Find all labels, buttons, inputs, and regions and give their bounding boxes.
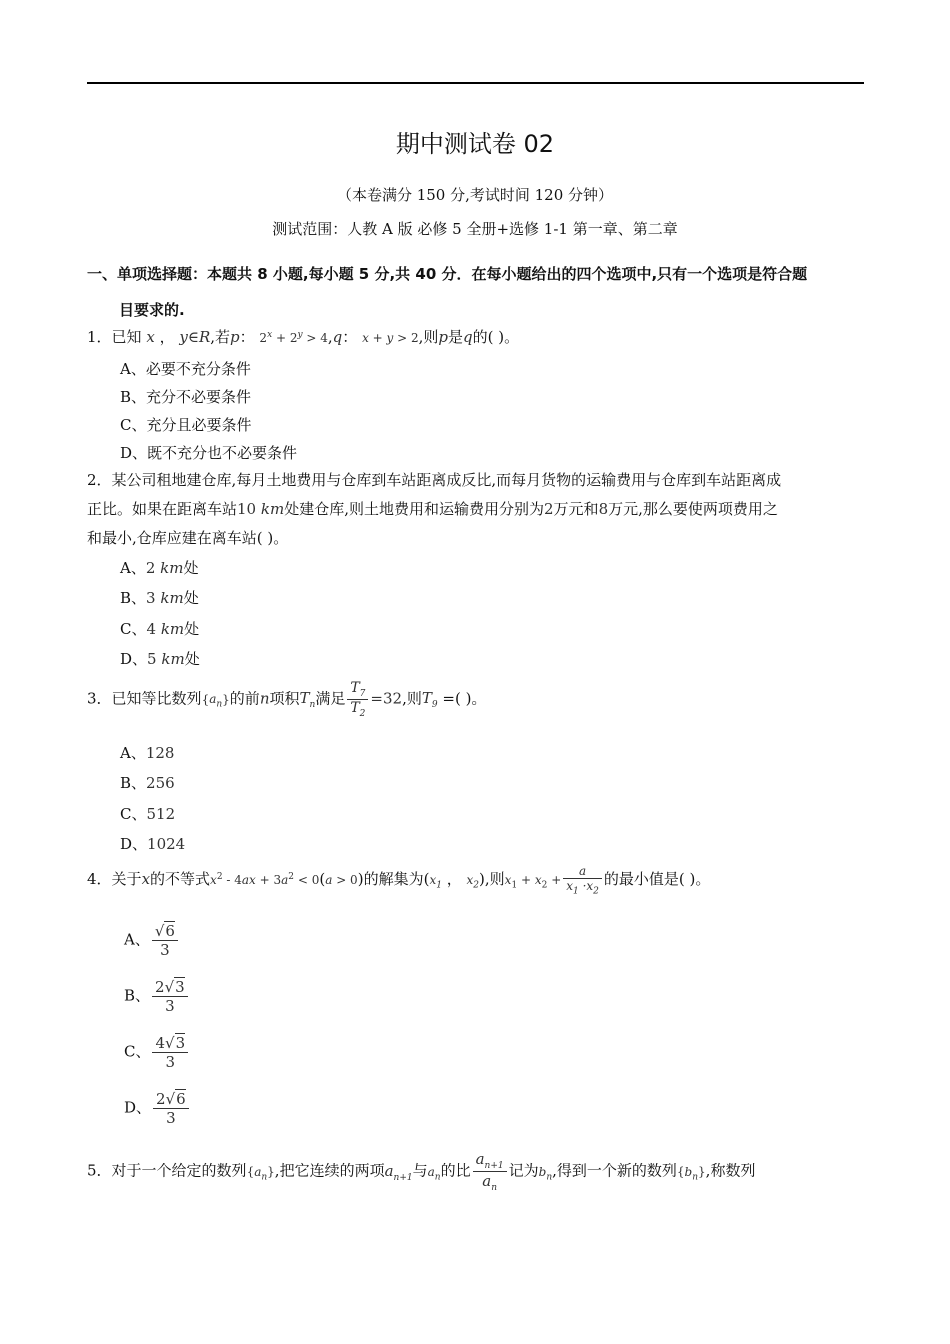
q1-option-d[interactable]: D、既不充分也不必要条件 [120, 444, 298, 462]
q3-option-d[interactable]: D、1024 [120, 835, 186, 853]
q2-option-b[interactable]: B、3 km处 [120, 589, 199, 607]
q1-option-a[interactable]: A、必要不充分条件 [120, 360, 251, 378]
q3-number: 3． [87, 689, 112, 708]
question-3: 3．已知等比数列$\{a_n\}$的前n项积$T_n$满足 $\frac{T_7}{T_2}$ =32,则$T_9$ =( )。 [87, 680, 487, 719]
q2-number: 2． [87, 471, 112, 489]
q5-number: 5． [87, 1161, 112, 1180]
section-heading [87, 256, 867, 328]
q1-option-c[interactable]: C、充分且必要条件 [120, 416, 252, 434]
question-4: 4．关于x的不等式$x^2 - 4ax + 3a^2 < 0(a > 0)$的解集为($x_1$ ， $x_2$),则$x_1 + x_2$ + $\frac{a}{x_1 \cdot x_2}$ 的最小值是( )。 [87, 864, 711, 897]
section-line-1: 一、单项选择题：本题共 8 小题,每小题 5 分,共 40 分．在每小题给出的四个选项中,只有一个选项是符合题 [87, 265, 808, 283]
exam-info: （本卷满分 150 分,考试时间 120 分钟） [336, 186, 614, 204]
q4-number: 4． [87, 870, 112, 889]
q3-option-c[interactable]: C、512 [120, 805, 176, 823]
question-1: 1．已知 x ， y∈R,若p： $2^x + 2^y > 4,q$： x + y > 2,则p是q的( )。 [87, 328, 520, 346]
q2-option-a[interactable]: A、2 km处 [120, 559, 199, 577]
question-5: 5．对于一个给定的数列$\{a_n\}$,把它连续的两项$a_{n+1}$与$a_n$的比 $\frac{a_{n+1}}{a_n}$ 记为$b_n$,得到一个新的数列$\{b_n\}$,称数列 [87, 1150, 756, 1193]
q2-option-c[interactable]: C、4 km处 [120, 620, 200, 638]
question-2: 2．某公司租地建仓库,每月土地费用与仓库到车站距离成反比,而每月货物的运输费用与仓库到车站距离成 正比。如果在距离车站10 km处建仓库,则土地费用和运输费用分别为2万元和8万元,那么要使两项费用之 和最小,仓库应建在离车站( )。 [87, 471, 782, 547]
q4-option-a[interactable]: A、 $\frac{√6}{3}$ [124, 922, 180, 959]
q2-option-d[interactable]: D、5 km处 [120, 650, 200, 668]
header-rule [87, 82, 864, 84]
exam-scope: 测试范围：人教 A 版 必修 5 全册+选修 1-1 第一章、第二章 [272, 220, 678, 238]
q4-option-d[interactable]: D、 $\frac{2√6}{3}$ [124, 1090, 191, 1127]
page-title: 期中测试卷 02 [395, 130, 555, 158]
q1-option-b[interactable]: B、充分不必要条件 [120, 388, 252, 406]
q1-number: 1． [87, 328, 112, 346]
q3-option-b[interactable]: B、256 [120, 774, 175, 792]
q3-option-a[interactable]: A、128 [120, 744, 175, 762]
section-line-2: 目要求的. [119, 301, 185, 319]
q4-option-c[interactable]: C、 $\frac{4√3}{3}$ [124, 1034, 190, 1071]
q4-option-b[interactable]: B、 $\frac{2√3}{3}$ [124, 978, 190, 1015]
